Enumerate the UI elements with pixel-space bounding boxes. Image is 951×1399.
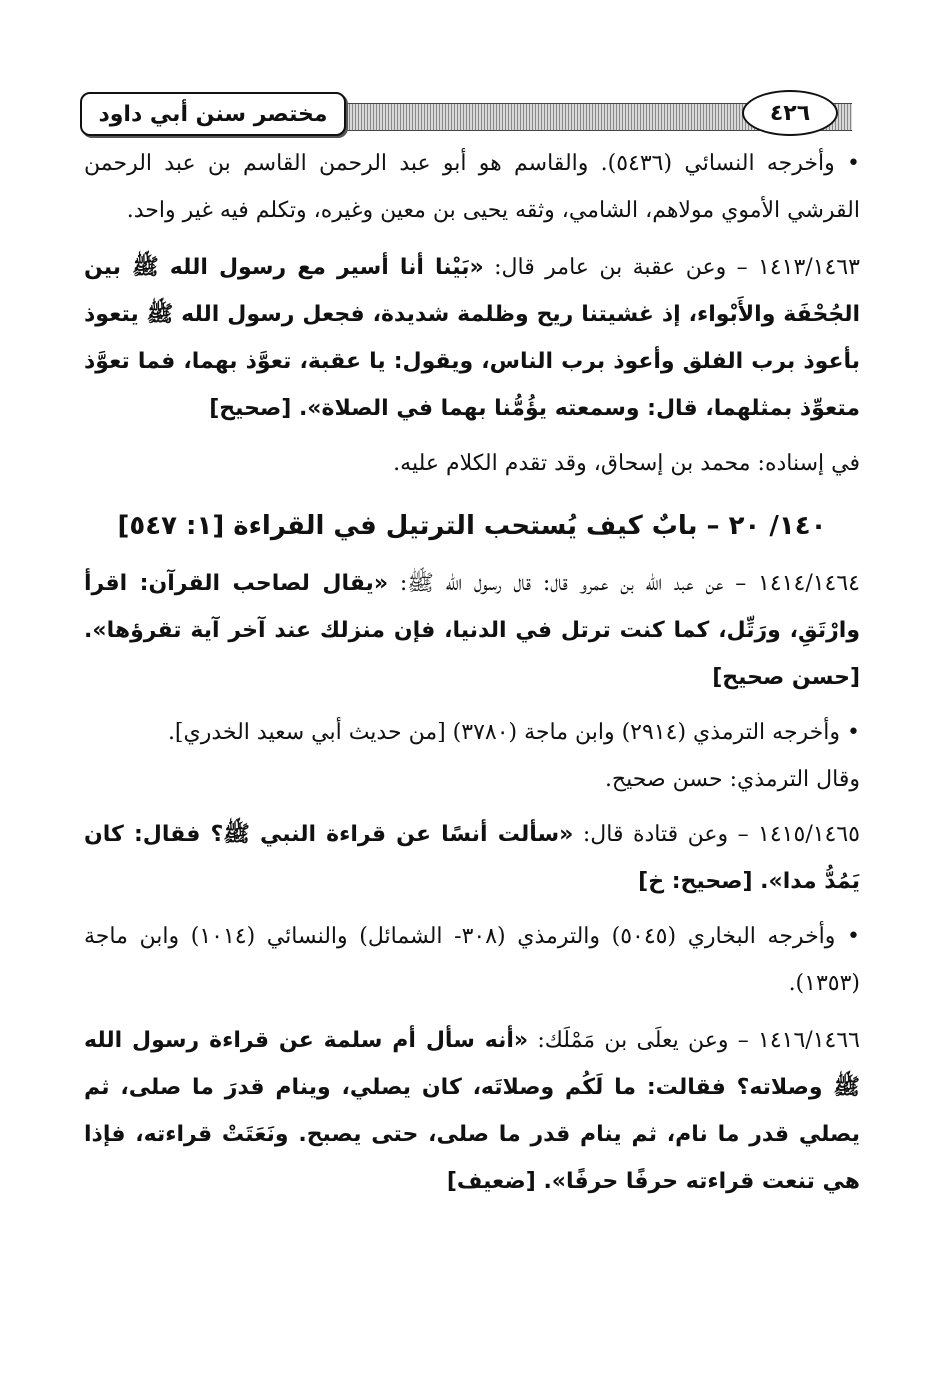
hadith-number-narrator: ١٤١٣/١٤٦٣ – وعن عقبة بن عامر قال: [483, 255, 860, 280]
hadith-1463 [84, 244, 860, 432]
page-body [84, 140, 860, 1205]
hadith-number-narrator: ١٤١٤/١٤٦٤ – عن عبد الله بن عمرو قال: قال رسول الله ﷺ: [388, 571, 860, 596]
hadith-text: «بَيْنا أنا أسير مع رسول الله ﷺ بين الجُحْفَة والأَبْواء، إذ غشيتنا ريح وظلمة شديدة، فجعل رسول الله ﷺ يتعوذ بأعوذ برب الفلق وأعوذ برب الناس، ويقول: يا عقبة، تعوَّذ بهما، فما تعوَّذ متعوِّذ بمثلهما، قال: وسمعته يؤُمُّنا بهما في الصلاة». [صحيح] [84, 255, 860, 421]
hadith-text: «يقال لصاحب القرآن: اقرأ وارْتَقِ، ورَتِّل، كما كنت ترتل في الدنيا، فإن منزلك عند آخر آية تقرؤها». [حسن صحيح] [84, 571, 860, 690]
hadith-text: «سألت أنسًا عن قراءة النبي ﷺ؟ فقال: كان يَمُدُّ مدا». [صحيح: خ] [84, 822, 860, 894]
isnad-note: في إسناده: محمد بن إسحاق، وقد تقدم الكلام عليه. [393, 451, 860, 476]
note-paragraph: • وأخرجه النسائي (٥٤٣٦). والقاسم هو أبو عبد الرحمن القاسم بن عبد الرحمن القرشي الأموي مولاهم، الشامي، وثقه يحيى بن معين وغيره، وتكلم فيه غير واحد. [84, 151, 860, 223]
note-paragraph: • وأخرجه الترمذي (٢٩١٤) وابن ماجة (٣٧٨٠) [من حديث أبي سعيد الخدري]. [167, 720, 860, 745]
hadith-1465 [84, 811, 860, 905]
note-paragraph: وقال الترمذي: حسن صحيح. [604, 767, 860, 792]
page-number: ٤٢٦ [742, 90, 838, 136]
page-header [80, 88, 852, 140]
book-title: مختصر سنن أبي داود [80, 92, 346, 136]
hadith-1466 [84, 1017, 860, 1205]
hadith-text: «أنه سأل أم سلمة عن قراءة رسول الله ﷺ وصلاته؟ فقالت: ما لَكُم وصلاتَه، كان يصلي، وينام قدرَ ما صلى، ثم يصلي قدر ما نام، ثم ينام قدر ما صلى، حتى يصبح. ونَعَتَتْ قراءته، فإذا هي تنعت قراءته حرفًا حرفًا». [ضعيف] [84, 1028, 860, 1194]
hadith-number-narrator: ١٤١٥/١٤٦٥ – وعن قتادة قال: [573, 822, 860, 847]
hadith-1464 [84, 560, 860, 701]
chapter-heading: ١٤٠/ ٢٠ – بابٌ كيف يُستحب الترتيل في القراءة [١: ٥٤٧] [117, 511, 827, 541]
hadith-number-narrator: ١٤١٦/١٤٦٦ – وعن يعلَى بن مَمْلَك: [528, 1028, 860, 1053]
note-paragraph: • وأخرجه البخاري (٥٠٤٥) والترمذي (٣٠٨- الشمائل) والنسائي (١٠١٤) وابن ماجة (١٣٥٣). [84, 924, 861, 996]
